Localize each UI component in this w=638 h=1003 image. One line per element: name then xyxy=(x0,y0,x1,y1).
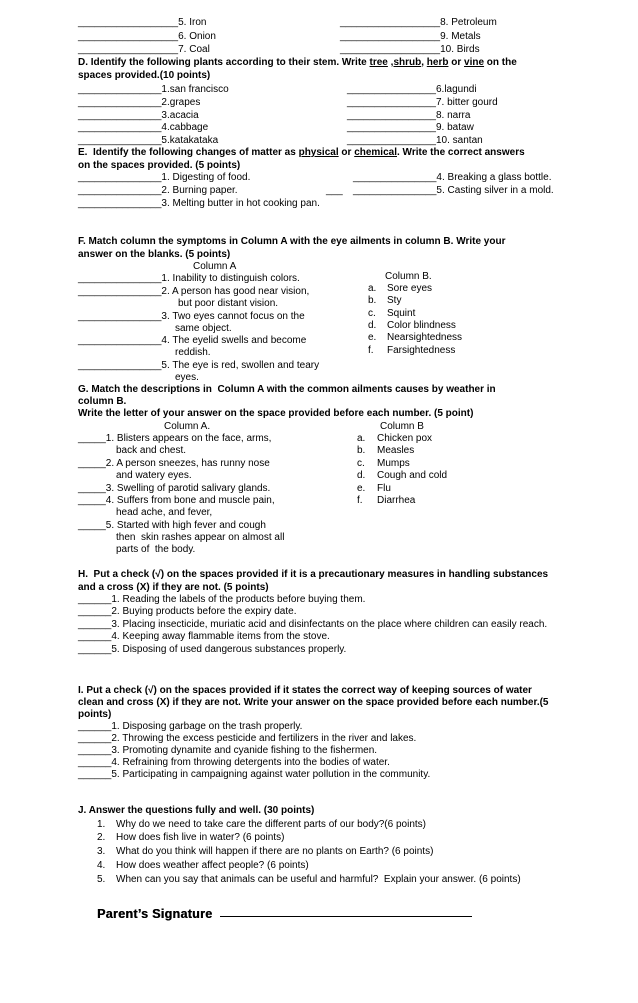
j-question-3: 3. What do you think will happen if there are no plants on Earth? (6 points) xyxy=(97,846,434,857)
section-i-heading-cont: clean and cross (X) if they are not. Write your answer on the space provided before each number.(5 xyxy=(78,697,549,708)
d-item-9: ________________9. bataw xyxy=(347,122,474,133)
j-question-1: 1. Why do we need to take care the different parts of our body?(6 points) xyxy=(97,819,426,830)
g-choice-d: d. Cough and cold xyxy=(357,470,448,481)
item-10-birds: __________________10. Birds xyxy=(340,44,480,55)
e-item-2: _______________2. Burning paper. xyxy=(78,185,238,196)
f-choice-e: e. Nearsightedness xyxy=(368,332,463,343)
g-choice-c: c. Mumps xyxy=(357,458,410,469)
f-item-4-cont: reddish. xyxy=(175,347,211,358)
g-item-2-cont: and watery eyes. xyxy=(116,470,192,481)
section-i-heading: I. Put a check (√) on the spaces provided if it states the correct way of keeping sources of water xyxy=(78,685,532,696)
d-item-2: _______________2.grapes xyxy=(78,97,201,108)
i-item-3: ______3. Promoting dynamite and cyanide fishing to the fishermen. xyxy=(78,745,378,756)
item-9-metals: __________________9. Metals xyxy=(340,31,481,42)
f-choice-f: f. Farsightedness xyxy=(368,345,456,356)
item-8-petroleum: __________________8. Petroleum xyxy=(340,17,497,28)
item-5-iron: __________________5. Iron xyxy=(78,17,207,28)
d-item-7: ________________7. bitter gourd xyxy=(347,97,498,108)
j-question-5: 5. When can you say that animals can be useful and harmful? Explain your answer. (6 points) xyxy=(97,874,521,885)
parent-signature-label: Parent’s Signature xyxy=(97,907,213,921)
f-item-3-cont: same object. xyxy=(175,323,232,334)
j-question-2: 2. How does fish live in water? (6 points) xyxy=(97,832,285,843)
g-item-1: _____1. Blisters appears on the face, arms, xyxy=(78,433,272,444)
g-choice-b: b. Measles xyxy=(357,445,415,456)
f-column-b-title: Column B. xyxy=(385,271,432,282)
f-column-a-title: Column A xyxy=(193,261,237,272)
section-i-heading-cont-2: points) xyxy=(78,709,112,720)
g-item-5: _____5. Started with high fever and cough xyxy=(78,520,266,531)
i-item-5: ______5. Participating in campaigning against water pollution in the community. xyxy=(78,769,431,780)
d-item-10: ________________10. santan xyxy=(347,135,483,146)
h-item-4: ______4. Keeping away flammable items from the stove. xyxy=(78,631,330,642)
g-column-a-title: Column A. xyxy=(164,421,211,432)
g-item-2: _____2. A person sneezes, has runny nose xyxy=(78,458,270,469)
g-column-b-title: Column B xyxy=(380,421,424,432)
section-h-heading: H. Put a check (√) on the spaces provided if it is a precautionary measures in handling substances xyxy=(78,569,549,580)
f-item-2-cont: but poor distant vision. xyxy=(178,298,279,309)
h-item-1: ______1. Reading the labels of the products before buying them. xyxy=(78,594,366,605)
g-item-4-cont: head ache, and fever, xyxy=(116,507,213,518)
e-item-3: _______________3. Melting butter in hot cooking pan. xyxy=(78,198,320,209)
section-d-heading: D. Identify the following plants according to their stem. Write tree ,shrub, herb or vine on the xyxy=(78,57,517,68)
f-choice-b: b. Sty xyxy=(368,295,402,306)
d-item-3: _______________3.acacia xyxy=(78,110,199,121)
i-item-2: ______2. Throwing the excess pesticide and fertilizers in the river and lakes. xyxy=(78,733,417,744)
d-item-6: ________________6.lagundi xyxy=(347,84,477,95)
section-g-instructions: Write the letter of your answer on the space provided before each number. (5 point) xyxy=(78,408,474,419)
e-item-1: _______________1. Digesting of food. xyxy=(78,172,251,183)
f-choice-a: a. Sore eyes xyxy=(368,283,433,294)
f-item-1: _______________1. Inability to distinguish colors. xyxy=(78,273,300,284)
g-item-5-cont: then skin rashes appear on almost all xyxy=(116,532,285,543)
section-g-heading: G. Match the descriptions in Column A with the common ailments causes by weather in xyxy=(78,384,496,395)
d-item-8: ________________8. narra xyxy=(347,110,471,121)
f-item-3: _______________3. Two eyes cannot focus on the xyxy=(78,311,305,322)
f-choice-c: c. Squint xyxy=(368,308,416,319)
d-item-4: _______________4.cabbage xyxy=(78,122,209,133)
j-question-4: 4. How does weather affect people? (6 points) xyxy=(97,860,309,871)
h-item-5: ______5. Disposing of used dangerous substances properly. xyxy=(78,644,347,655)
e-item-4: _______________4. Breaking a glass bottle. xyxy=(353,172,552,183)
d-item-5: _______________5.katakataka xyxy=(78,135,219,146)
section-f-heading-cont: answer on the blanks. (5 points) xyxy=(78,249,231,260)
f-item-5: _______________5. The eye is red, swollen and teary xyxy=(78,360,320,371)
g-item-3: _____3. Swelling of parotid salivary glands. xyxy=(78,483,271,494)
section-f-heading: F. Match column the symptoms in Column A with the eye ailments in column B. Write your xyxy=(78,236,506,247)
i-item-1: ______1. Disposing garbage on the trash properly. xyxy=(78,721,303,732)
f-item-5-cont: eyes. xyxy=(175,372,199,383)
e-blank-mark: ___ xyxy=(326,185,343,196)
g-choice-e: e. Flu xyxy=(357,483,391,494)
g-item-5-cont-2: parts of the body. xyxy=(116,544,196,555)
parent-signature-line xyxy=(220,916,472,917)
g-item-1-cont: back and chest. xyxy=(116,445,187,456)
section-e-heading: E. Identify the following changes of matter as physical or chemical. Write the correct answers xyxy=(78,147,525,158)
g-choice-a: a. Chicken pox xyxy=(357,433,433,444)
section-d-heading-cont: spaces provided.(10 points) xyxy=(78,70,211,81)
h-item-2: ______2. Buying products before the expiry date. xyxy=(78,606,297,617)
e-item-5: _______________5. Casting silver in a mold. xyxy=(353,185,554,196)
f-item-2: _______________2. A person has good near vision, xyxy=(78,286,310,297)
item-6-onion: __________________6. Onion xyxy=(78,31,216,42)
i-item-4: ______4. Refraining from throwing detergents into the bodies of water. xyxy=(78,757,390,768)
h-item-3: ______3. Placing insecticide, muriatic acid and disinfectants on the place where children can easily reach. xyxy=(78,619,548,630)
g-choice-f: f. Diarrhea xyxy=(357,495,416,506)
d-item-1: _______________1.san francisco xyxy=(78,84,229,95)
f-item-4: _______________4. The eyelid swells and become xyxy=(78,335,307,346)
g-item-4: _____4. Suffers from bone and muscle pain, xyxy=(78,495,275,506)
section-g-heading-cont: column B. xyxy=(78,396,127,407)
f-choice-d: d. Color blindness xyxy=(368,320,456,331)
section-j-heading: J. Answer the questions fully and well. (30 points) xyxy=(78,805,315,816)
section-h-heading-cont: and a cross (X) if they are not. (5 points) xyxy=(78,582,269,593)
section-e-heading-cont: on the spaces provided. (5 points) xyxy=(78,160,241,171)
item-7-coal: __________________7. Coal xyxy=(78,44,210,55)
